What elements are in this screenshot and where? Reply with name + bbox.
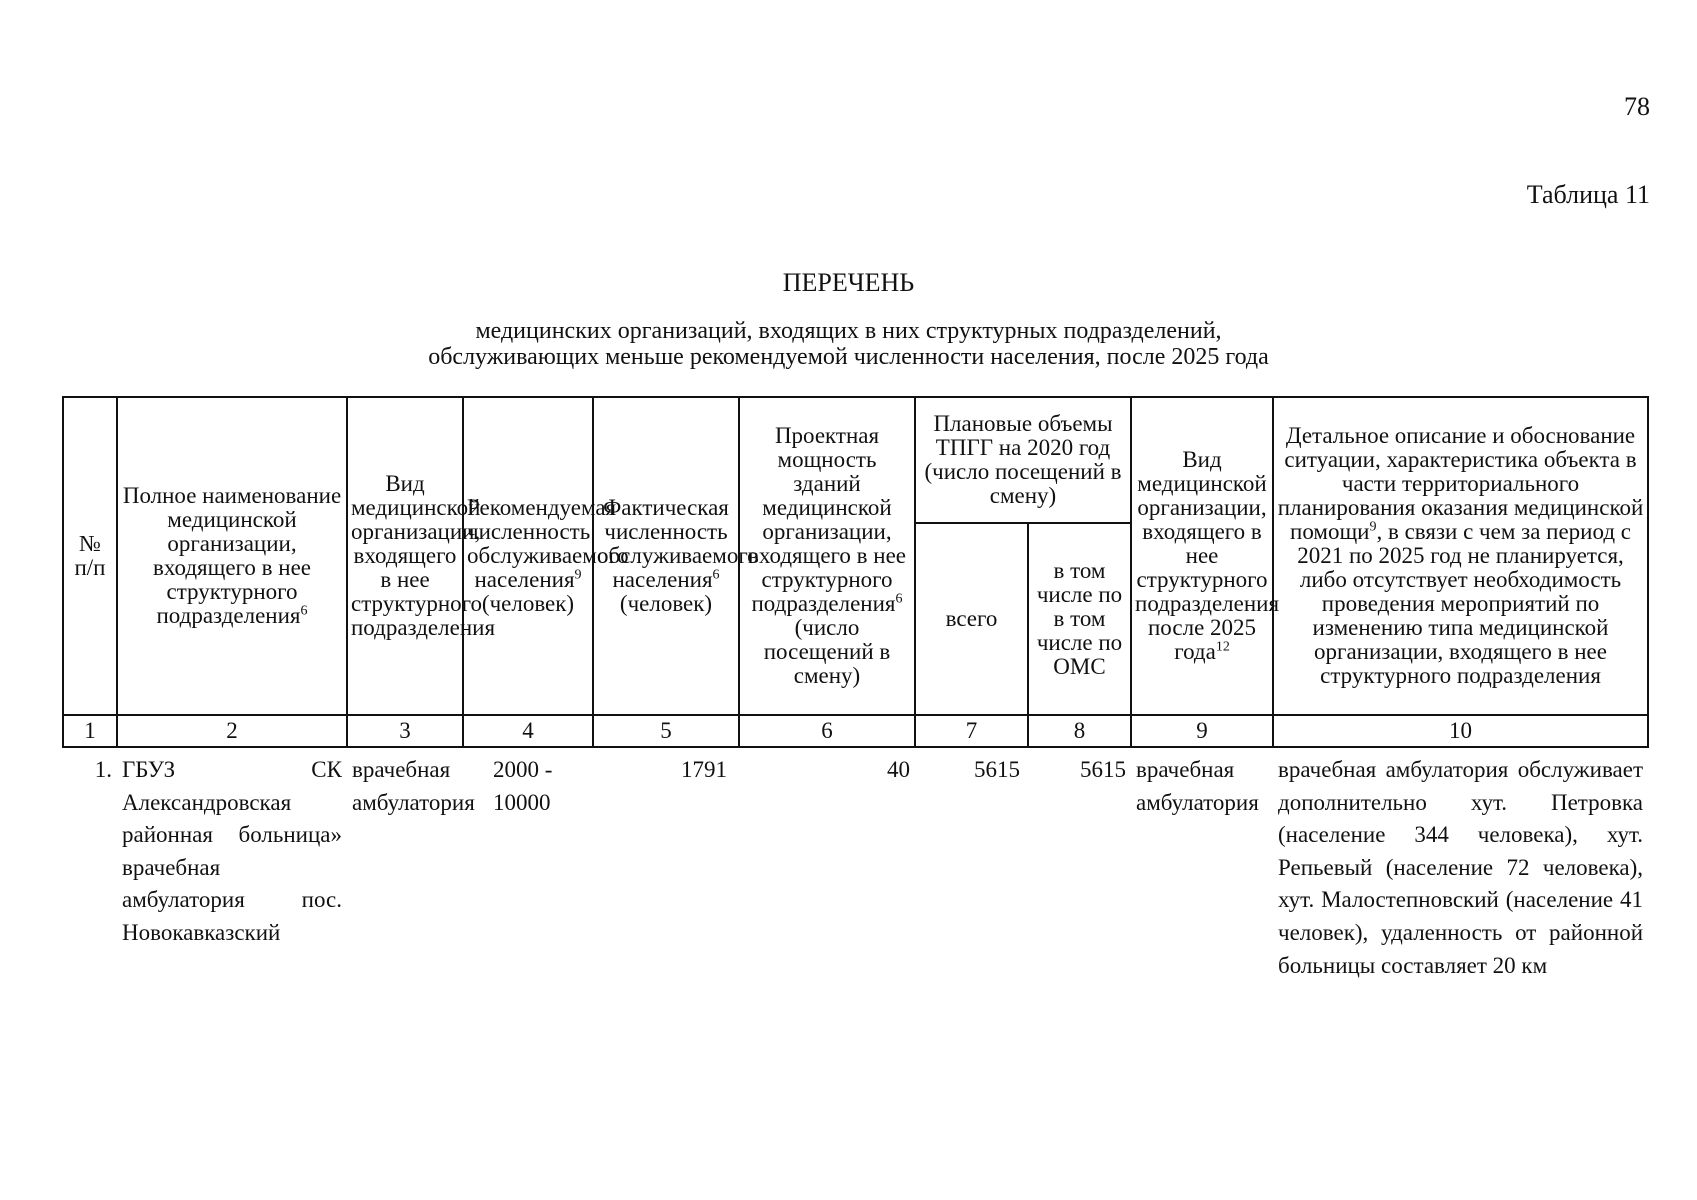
design-capacity: 40 <box>887 757 910 782</box>
header-planned-volumes: Плановые объемы ТПГГ на 2020 год (число посещений в смену) <box>915 397 1131 523</box>
header-oms: в том числе по в том числе по ОМС <box>1028 523 1131 715</box>
column-number: 1 <box>63 715 117 747</box>
column-number: 2 <box>117 715 347 747</box>
table-row <box>63 747 1648 982</box>
column-number: 6 <box>739 715 915 747</box>
planned-total: 5615 <box>974 757 1020 782</box>
header-actual-population: Фактическая численность обслуживаемого населения$^6$ (человек) <box>593 397 739 715</box>
column-number: 8 <box>1028 715 1131 747</box>
column-number: 3 <box>347 715 463 747</box>
document-subtitle <box>0 318 1697 370</box>
header-full-name: Полное наименование медицинской организации, входящего в нее структурного подразделения$^6$ <box>117 397 347 715</box>
organizations-table <box>62 396 1649 982</box>
header-recommended-population: Рекомендуемая численность обслуживаемого населения$^9$ (человек) <box>463 397 593 715</box>
situation-description: врачебная амбулатория обслуживает дополнительно хут. Петровка (население 344 человека), хут. Репьевый (население 72 человека), хут. Малостепновский (население 41 человек), удаленность от районной больницы составляет 20 км <box>1278 757 1644 978</box>
subtitle-line-2: обслуживающих меньше рекомендуемой численности населения, после 2025 года <box>428 344 1269 370</box>
column-number: 10 <box>1273 715 1648 747</box>
actual-population: 1791 <box>681 757 727 782</box>
document-title: ПЕРЕЧЕНЬ <box>782 268 915 297</box>
subtitle-line-1: медицинских организаций, входящих в них структурных подразделений, <box>475 318 1222 344</box>
header-org-type: Вид медицинской организации, входящего в нее структурного подразделения <box>347 397 463 715</box>
header-total: всего <box>915 523 1028 715</box>
column-number: 5 <box>593 715 739 747</box>
planned-oms: 5615 <box>1080 757 1127 782</box>
organization-name: ГБУЗ СК Александровская районная больница» врачебная амбулатория пос. Новокавказский <box>122 757 342 945</box>
header-org-type-after-2025: Вид медицинской организации, входящего в нее структурного подразделения после 2025 года$^{12}$ <box>1131 397 1273 715</box>
recommended-population: 2000 - 10000 <box>493 757 553 815</box>
column-number: 9 <box>1131 715 1273 747</box>
header-number: № п/п <box>63 397 117 715</box>
organization-type-after-2025: врачебная амбулатория <box>1136 757 1259 815</box>
column-number: 7 <box>915 715 1028 747</box>
table-label: Таблица 11 <box>1526 180 1650 209</box>
page-number: 78 <box>1624 92 1650 121</box>
header-description: Детальное описание и обоснование ситуации, характеристика объекта в части территориального планирования оказания медицинской помощи$^9$, в связи с чем за период с 2021 по 2025 год не планируется, либо отсутствует необходимость проведения мероприятий по изменению типа медицинской организации, входящего в нее структурного подразделения <box>1273 397 1648 715</box>
organization-type: врачебная амбулатория <box>352 757 475 815</box>
header-design-capacity: Проектная мощность зданий медицинской организации, входящего в нее структурного подразделения$^6$ (число посещений в смену) <box>739 397 915 715</box>
column-number: 4 <box>463 715 593 747</box>
row-number: 1. <box>94 757 112 782</box>
